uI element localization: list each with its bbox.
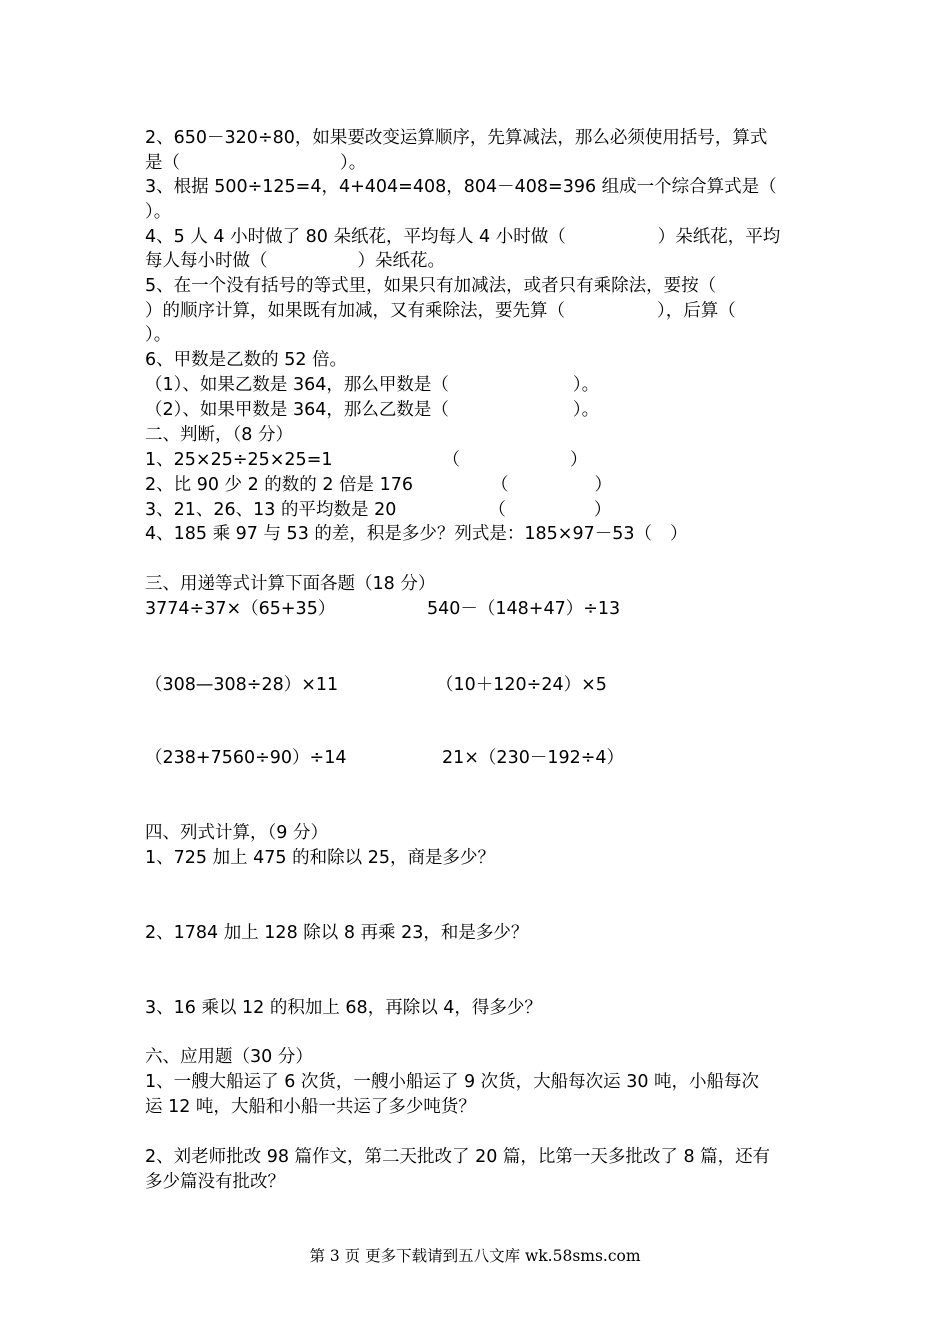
section-4-heading: 四、列式计算，（9 分）	[145, 823, 328, 843]
expression-1: 3774÷37×（65+35）	[145, 599, 336, 619]
calc-item-3: 3、16 乘以 12 的积加上 68，再除以 4，得多少？	[145, 998, 542, 1018]
question-4-part-d: ）朵纸花。	[357, 251, 445, 271]
expression-6: 21×（230－192÷4）	[442, 748, 625, 768]
judgment-bracket-close: ）	[594, 475, 613, 495]
section-2-heading: 二、判断，（8 分）	[145, 425, 293, 445]
question-3-line-1: 3、根据 500÷125=4，4+404=408，804－408=396 组成一个综合算式是（	[145, 177, 777, 197]
judgment-item-1	[145, 448, 588, 472]
question-5-line-2	[145, 299, 736, 323]
judgment-item-text: 1、25×25÷25×25=1	[145, 450, 333, 470]
judgment-item-text: 4、185 乘 97 与 53 的差，积是多少？列式是：185×97－53（	[145, 524, 652, 544]
judgment-bracket-open: （	[491, 475, 509, 495]
question-6-sub-2	[145, 398, 599, 422]
question-5-line-3: ）。	[145, 325, 172, 345]
judgment-bracket-close: ）	[593, 500, 612, 520]
word-problem-2-line-2: 多少篇没有批改？	[145, 1172, 285, 1192]
page-footer: 第 3 页 更多下载请到五八文库 wk.58sms.com	[309, 1247, 641, 1265]
judgment-bracket-close: ）	[570, 450, 588, 470]
judgment-bracket-open: （	[488, 500, 506, 520]
question-5-part-b: ），后算（	[657, 301, 736, 321]
judgment-bracket-open: （	[442, 450, 460, 470]
expression-3: （308—308÷28）×11	[145, 675, 339, 695]
question-2-prefix: 是（	[145, 153, 180, 173]
judgment-item-2	[145, 473, 612, 497]
judgment-item-text: 3、21、26、13 的平均数是 20	[145, 500, 397, 520]
word-problem-2-line-1: 2、刘老师批改 98 篇作文，第二天批改了 20 篇，比第一天多批改了 8 篇，还有	[145, 1147, 771, 1167]
question-5-part-a: ）的顺序计算，如果既有加减，又有乘除法，要先算（	[145, 301, 565, 321]
calc-item-1: 1、725 加上 475 的和除以 25，商是多少？	[145, 848, 495, 868]
question-2-suffix: ）。	[340, 153, 367, 173]
question-6-sub-2-text: （2）、如果甲数是 364，那么乙数是（	[145, 400, 449, 420]
word-problem-1-line-2: 运 12 吨，大船和小船一共运了多少吨货？	[145, 1097, 476, 1117]
question-6-title: 6、甲数是乙数的 52 倍。	[145, 350, 348, 370]
question-6-sub-1	[145, 373, 599, 397]
question-4-part-b: ）朵纸花，平均	[657, 227, 781, 247]
judgment-bracket-close: ）	[670, 524, 688, 544]
question-3-line-2: ）。	[145, 202, 172, 222]
word-problem-1-line-1: 1、一艘大船运了 6 次货，一艘小船运了 9 次货，大船每次运 30 吨，小船每次	[145, 1072, 760, 1092]
judgment-item-4	[145, 522, 688, 546]
question-2-line-1: 2、650－320÷80，如果要改变运算顺序，先算减法，那么必须使用括号，算式	[145, 128, 768, 148]
expression-4: （10＋120÷24）×5	[436, 675, 607, 695]
expression-2: 540－（148+47）÷13	[427, 599, 621, 619]
question-2-line-2	[145, 151, 366, 175]
question-6-sub-1-text: （1）、如果乙数是 364，那么甲数是（	[145, 375, 449, 395]
question-4-part-c: 每人每小时做（	[145, 251, 268, 271]
question-4-line-2	[145, 249, 445, 273]
section-3-heading: 三、用递等式计算下面各题（18 分）	[145, 574, 436, 594]
question-6-sub-1-end: ）。	[572, 375, 600, 395]
question-4-line-1	[145, 225, 780, 249]
expression-5: （238+7560÷90）÷14	[145, 748, 347, 768]
question-6-sub-2-end: ）。	[572, 400, 600, 420]
section-6-heading: 六、应用题（30 分）	[145, 1047, 313, 1067]
calc-item-2: 2、1784 加上 128 除以 8 再乘 23，和是多少？	[145, 923, 529, 943]
question-5-line-1: 5、在一个没有括号的等式里，如果只有加减法，或者只有乘除法，要按（	[145, 276, 717, 296]
judgment-item-text: 2、比 90 少 2 的数的 2 倍是 176	[145, 475, 414, 495]
judgment-item-3	[145, 498, 611, 522]
question-4-part-a: 4、5 人 4 小时做了 80 朵纸花，平均每人 4 小时做（	[145, 227, 566, 247]
